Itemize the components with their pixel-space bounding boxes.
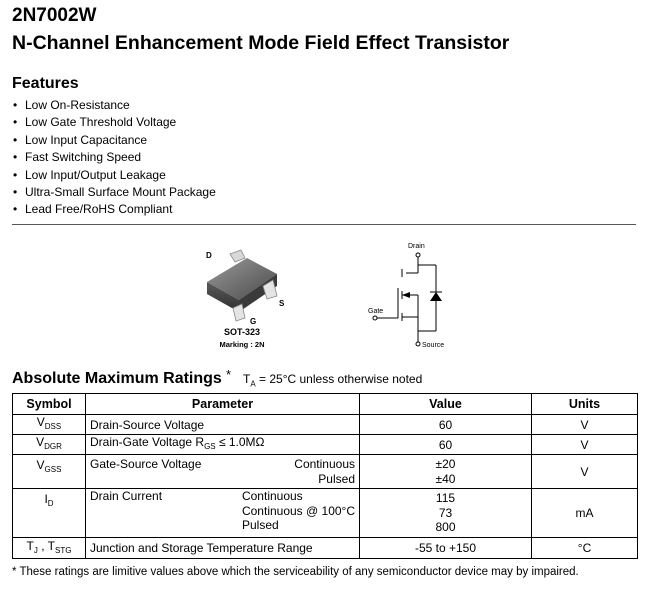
feature-item [13, 201, 216, 218]
source-label: Source [422, 342, 445, 349]
row-parameter: Drain-Source Voltage [86, 415, 360, 435]
row-parameter: Junction and Storage Temperature Range [86, 538, 360, 559]
bullet-icon: • [13, 132, 18, 147]
sot323-package-illustration [195, 240, 305, 352]
feature-item [13, 149, 216, 166]
mosfet-schematic-symbol [362, 238, 462, 353]
feature-text: Fast Switching Speed [25, 150, 142, 165]
feature-text: Lead Free/RoHS Compliant [25, 202, 173, 217]
page-title: N-Channel Enhancement Mode Field Effect Transistor [12, 32, 510, 54]
ratings-star: * [226, 367, 232, 382]
row-value: -55 to +150 [360, 538, 532, 559]
bullet-icon: • [13, 150, 18, 165]
row-symbol: $V_{DSS}$ [13, 415, 86, 435]
pin-s-label: S [279, 299, 285, 308]
feature-item [13, 167, 216, 184]
column-header-value: Value [360, 394, 532, 415]
section-divider [12, 224, 636, 225]
table-row [13, 455, 638, 489]
ratings-condition: $T_A = 25^\circ C$ unless otherwise noted [243, 372, 423, 389]
table-header-row [13, 394, 638, 415]
feature-item [13, 97, 216, 114]
bullet-icon: • [13, 167, 18, 182]
column-header-units: Units [532, 394, 638, 415]
bullet-icon: • [13, 115, 18, 130]
row-unit: V [532, 455, 638, 489]
feature-text: Low Input/Output Leakage [25, 167, 166, 182]
bullet-icon: • [13, 185, 18, 200]
features-heading: Features [12, 75, 79, 92]
row-value: 115 73 800 [360, 489, 532, 538]
bullet-icon: • [13, 98, 18, 112]
table-row [13, 489, 638, 538]
row-unit: V [532, 415, 638, 435]
row-symbol: $V_{DGR}$ [13, 435, 86, 455]
feature-item [13, 184, 216, 201]
package-marking: Marking : 2N [219, 340, 265, 349]
row-symbol: $V_{GSS}$ [13, 455, 86, 489]
row-parameter: Gate-Source Voltage Continuous Pulsed [86, 455, 360, 489]
row-symbol: $T_J$ , $T_{STG}$ [13, 538, 86, 559]
feature-item [13, 114, 216, 131]
feature-item [13, 132, 216, 149]
row-symbol: $I_D$ [13, 489, 86, 538]
table-row [13, 415, 638, 435]
row-value: ±20 ±40 [360, 455, 532, 489]
column-header-parameter: Parameter [86, 394, 360, 415]
table-row [13, 435, 638, 455]
row-unit: °C [532, 538, 638, 559]
feature-text: Ultra-Small Surface Mount Package [25, 185, 216, 200]
pin-d-label: D [206, 251, 212, 260]
ratings-table [12, 393, 638, 559]
feature-text: Low Gate Threshold Voltage [25, 115, 177, 130]
row-unit: V [532, 435, 638, 455]
ratings-heading: Absolute Maximum Ratings [12, 370, 222, 387]
feature-text: Low Input Capacitance [25, 132, 148, 147]
table-row [13, 538, 638, 559]
package-name: SOT-323 [223, 327, 261, 337]
gate-label: Gate [368, 308, 384, 315]
drain-label: Drain [408, 243, 425, 250]
row-value: 60 [360, 415, 532, 435]
features-list [13, 97, 216, 219]
column-header-symbol: Symbol [13, 394, 86, 415]
footnote: * These ratings are limitive values above which the serviceability of any semiconductor device may by impaired. [12, 566, 579, 578]
row-unit: mA [532, 489, 638, 538]
row-parameter: Drain-Gate Voltage $R_{GS} \le 1.0M\Omega$ [86, 435, 360, 455]
bullet-icon: • [13, 202, 18, 217]
pin-g-label: G [250, 317, 257, 326]
feature-text: Low On-Resistance [25, 98, 130, 112]
row-parameter: Drain Current Continuous Continuous @ 100°C Pulsed [86, 489, 360, 538]
row-value: 60 [360, 435, 532, 455]
part-number: 2N7002W [12, 5, 97, 26]
